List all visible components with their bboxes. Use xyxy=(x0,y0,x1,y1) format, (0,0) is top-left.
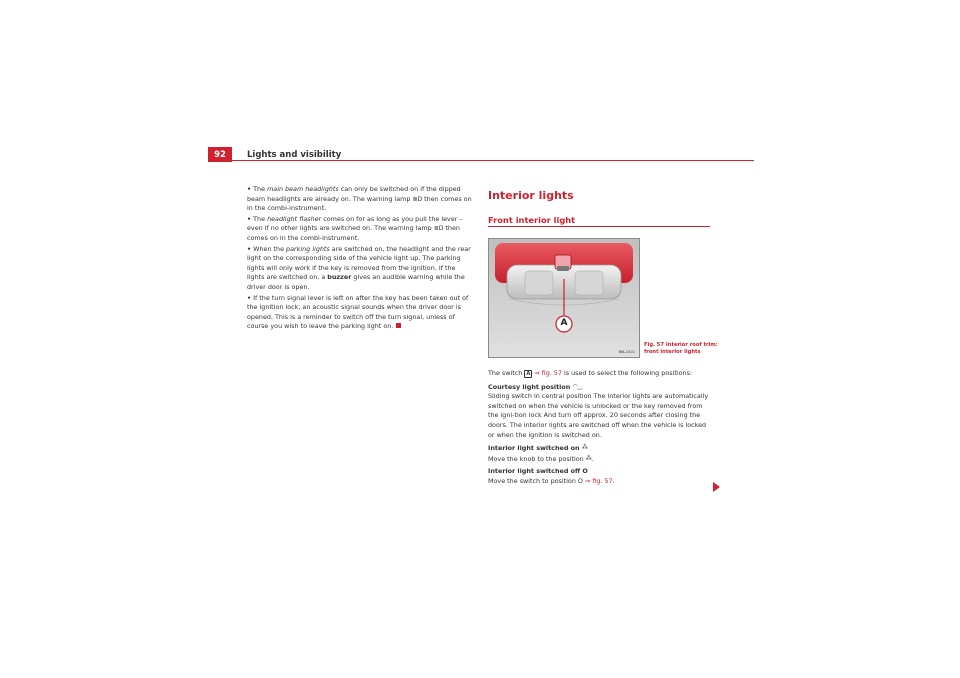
text: Move the knob to the position xyxy=(488,454,586,463)
interior-light-illustration xyxy=(489,239,639,357)
caption-line-1: Fig. 57 Interior roof trim: xyxy=(644,342,718,348)
text: is used to select the following positions: xyxy=(561,369,693,377)
on-heading xyxy=(488,443,712,454)
text: then comes on in the combi-instrument. xyxy=(247,224,460,242)
courtesy-light-icon: ◠‿ xyxy=(572,382,582,390)
on-text xyxy=(488,454,712,465)
right-column-body xyxy=(488,369,712,487)
text: comes on for as long as you pull the lever – even if no other lights are switched on. The warning lamp xyxy=(247,214,463,233)
text: are switched on, the headlight and the rear light on the corresponding side of the vehicle light up. The parking lights will only work if the key is removed from the ignition. If the lights are switched on, a xyxy=(247,244,471,282)
figure-interior-roof-trim xyxy=(488,238,640,358)
paragraph-parking-lights xyxy=(247,245,472,293)
bullet: • xyxy=(247,293,252,302)
emphasis: parking lights xyxy=(286,244,330,253)
text: The switch xyxy=(488,369,525,377)
header-rule xyxy=(232,160,754,161)
bullet: • xyxy=(247,185,252,193)
figure-code: B6L-0101 xyxy=(618,350,635,354)
paragraph-main-beam xyxy=(247,185,472,214)
heading: Courtesy light position xyxy=(488,382,573,391)
text: . xyxy=(612,476,615,485)
interior-light-on-icon: ⁂ xyxy=(581,444,588,452)
page-number: 92 xyxy=(208,147,232,162)
figure-reference-link[interactable]: ⇒ fig. 57 xyxy=(534,369,562,377)
text: then comes on in the combi-instrument. xyxy=(247,194,472,213)
section-title: Interior lights xyxy=(488,189,574,202)
text: When the xyxy=(253,244,287,253)
main-beam-lamp-icon: ≣D xyxy=(433,225,444,233)
emphasis: main beam headlights xyxy=(267,185,339,193)
sub-title-rule xyxy=(488,226,710,227)
main-beam-lamp-icon: ≣D xyxy=(412,195,423,203)
emphasis: headlight flasher xyxy=(267,214,322,223)
figure-caption xyxy=(644,342,724,356)
left-column xyxy=(247,185,472,333)
text: can only be switched on if the dipped beam headlights are already on. The warning lamp xyxy=(247,185,461,203)
figure-reference-link[interactable]: ⇒ fig. 57 xyxy=(584,476,613,485)
caption-line-2: front interior lights xyxy=(644,349,701,355)
text: The xyxy=(253,214,268,223)
text: The xyxy=(253,185,268,193)
text: . xyxy=(591,454,594,463)
next-page-arrow-icon[interactable] xyxy=(713,482,720,492)
figure-callout-a: A xyxy=(560,318,568,328)
switch-label-a: A xyxy=(526,371,531,377)
off-heading xyxy=(488,467,712,477)
courtesy-heading xyxy=(488,382,712,393)
bullet: • xyxy=(247,214,252,223)
sub-title: Front interior light xyxy=(488,215,576,225)
courtesy-text: Sliding switch in central position The interior lights are automatically switched on when the vehicle is unlocked or the key removed from the igni-tion lock And turn off approx. 20 seconds after closing the doors. The interior lights are switched off when the vehicle is locked or when the ignition is switched on. xyxy=(488,392,709,439)
strong-text: buzzer xyxy=(327,273,352,282)
interior-light-on-icon: ⁂ xyxy=(585,454,592,462)
paragraph-turn-signal xyxy=(247,294,472,332)
text: If the turn signal lever is left on after the key has been taken out of the ignition lock, an acoustic signal sounds when the driver door is opened. This is a reminder to switch off the turn signal, unless of course you wish to leave the parking light on. xyxy=(247,293,469,331)
end-of-section-mark xyxy=(396,323,401,328)
intro-paragraph xyxy=(488,369,712,379)
off-text xyxy=(488,477,712,487)
bullet: • xyxy=(247,244,252,253)
paragraph-headlight-flasher xyxy=(247,215,472,244)
text: Move the switch to position O xyxy=(488,476,585,485)
heading: Interior light switched off O xyxy=(488,467,588,476)
header-title: Lights and visibility xyxy=(247,150,342,160)
heading: Interior light switched on xyxy=(488,444,582,453)
text: gives an audible warning while the driver door is open. xyxy=(247,273,465,291)
